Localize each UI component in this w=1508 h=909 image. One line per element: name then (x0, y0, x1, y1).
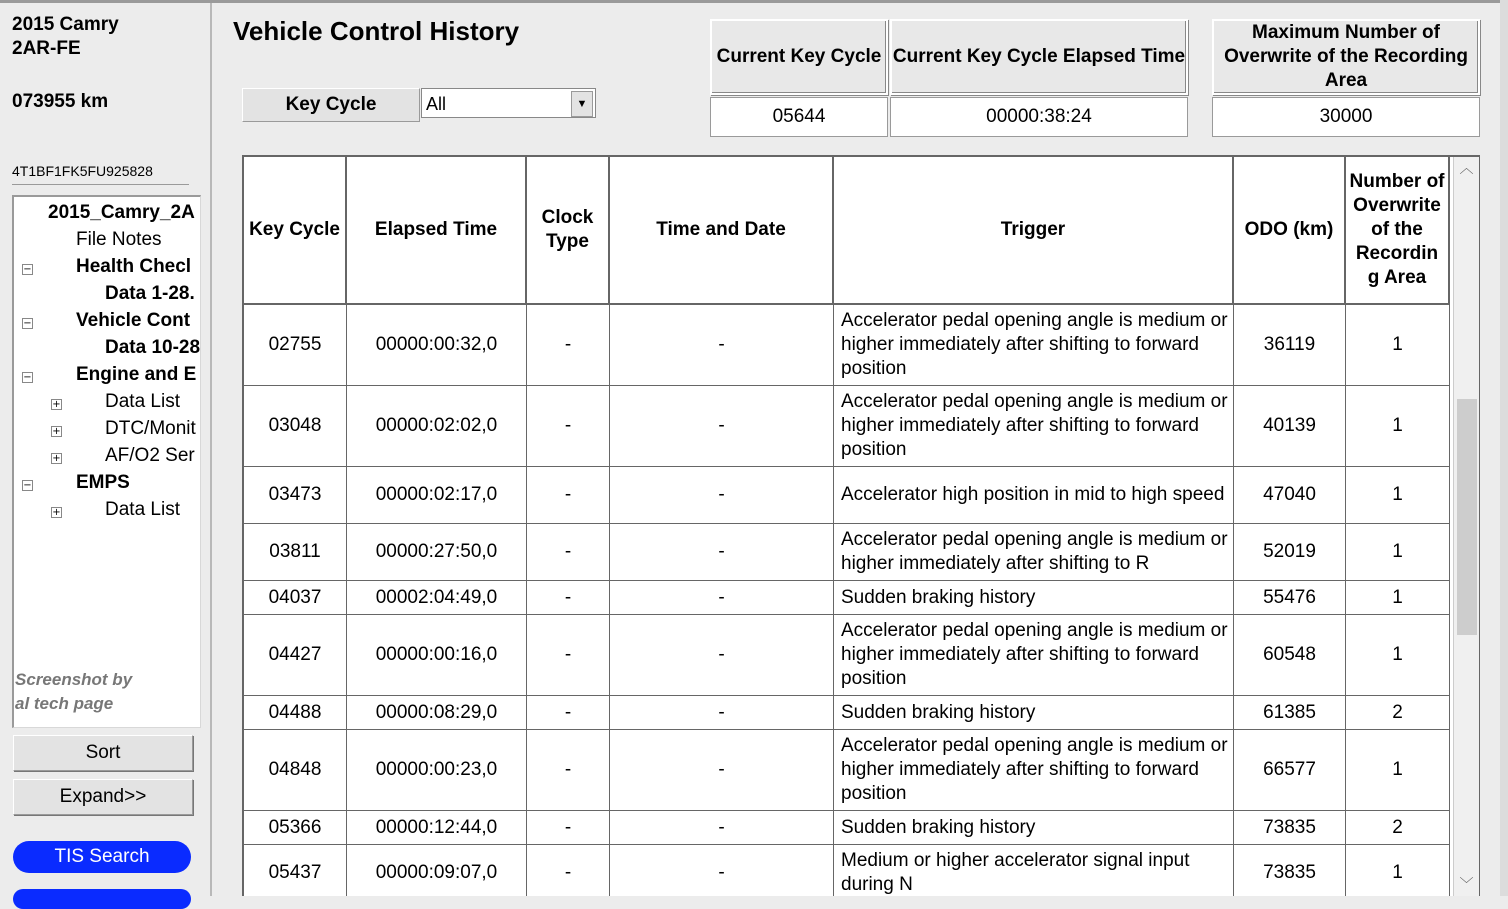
collapse-node-icon[interactable]: − (23, 264, 32, 275)
expand-node-icon[interactable]: + (52, 426, 61, 437)
sort-button[interactable]: Sort (13, 735, 193, 771)
tis-search-button[interactable]: TIS Search (13, 841, 191, 873)
scroll-down-icon[interactable]: ﹀ (1459, 877, 1474, 893)
overwrite-count-cell: 1 (1346, 524, 1450, 581)
table-row[interactable] (244, 305, 1478, 386)
time-date-cell: - (610, 811, 834, 845)
table-row[interactable] (244, 581, 1478, 615)
tree-node[interactable]: EMPS (76, 472, 130, 493)
second-blue-button[interactable] (13, 889, 191, 909)
tree-node[interactable]: Data 1-28. (105, 283, 195, 304)
odo-cell: 73835 (1234, 811, 1346, 845)
elapsed-time-cell: 00002:04:49,0 (347, 581, 527, 615)
odo-cell: 36119 (1234, 305, 1346, 386)
key-cycle-cell: 02755 (244, 305, 347, 386)
odo-cell: 52019 (1234, 524, 1346, 581)
odo-cell: 73835 (1234, 845, 1346, 896)
current-key-cycle-value: 05644 (710, 97, 888, 137)
vehicle-engine: 2AR-FE (12, 38, 81, 59)
clock-type-cell: - (527, 615, 610, 696)
time-date-cell: - (610, 467, 834, 524)
time-date-cell: - (610, 615, 834, 696)
key-cycle-cell: 05366 (244, 811, 347, 845)
table-scrollbar[interactable] (1453, 157, 1479, 896)
collapse-node-icon[interactable]: − (23, 372, 32, 383)
elapsed-time-value: 00000:38:24 (890, 97, 1188, 137)
overwrite-count-cell: 1 (1346, 615, 1450, 696)
clock-type-cell: - (527, 730, 610, 811)
overwrite-count-header[interactable]: Number of Overwrite of the Recordin g Area (1346, 157, 1450, 305)
time-date-cell: - (610, 524, 834, 581)
max-overwrite-header: Maximum Number of Overwrite of the Recording Area (1212, 19, 1480, 95)
trigger-cell: Accelerator pedal opening angle is medium or higher immediately after shifting to forward position (834, 615, 1234, 696)
elapsed-time-header: Current Key Cycle Elapsed Time (890, 19, 1188, 95)
window-top-border (0, 0, 1508, 3)
table-row[interactable] (244, 524, 1478, 581)
clock-type-cell: - (527, 581, 610, 615)
elapsed-time-cell: 00000:00:16,0 (347, 615, 527, 696)
scrollbar-thumb[interactable] (1457, 399, 1477, 635)
table-row[interactable] (244, 615, 1478, 696)
overwrite-count-cell: 1 (1346, 386, 1450, 467)
time-date-cell: - (610, 845, 834, 896)
key-cycle-cell: 03473 (244, 467, 347, 524)
trigger-cell: Accelerator pedal opening angle is medium or higher immediately after shifting to forward position (834, 730, 1234, 811)
elapsed-time-cell: 00000:12:44,0 (347, 811, 527, 845)
overwrite-count-cell: 2 (1346, 811, 1450, 845)
collapse-node-icon[interactable]: − (23, 480, 32, 491)
window-right-edge (1500, 0, 1508, 896)
tree-node[interactable]: Health Checl (76, 256, 192, 277)
watermark-line1: Screenshot by (15, 670, 133, 689)
key-cycle-cell: 03811 (244, 524, 347, 581)
session-tree[interactable] (12, 195, 201, 728)
expand-node-icon[interactable]: + (52, 399, 61, 410)
odo-cell: 60548 (1234, 615, 1346, 696)
table-row[interactable] (244, 386, 1478, 467)
table-row[interactable] (244, 730, 1478, 811)
trigger-cell: Sudden braking history (834, 696, 1234, 730)
trigger-cell: Accelerator high position in mid to high speed (834, 467, 1234, 524)
trigger-cell: Accelerator pedal opening angle is medium or higher immediately after shifting to R (834, 524, 1234, 581)
left-panel (0, 3, 212, 896)
key-cycle-header[interactable]: Key Cycle (244, 157, 347, 305)
table-row[interactable] (244, 811, 1478, 845)
clock-type-cell: - (527, 524, 610, 581)
tree-node[interactable]: Engine and E (76, 364, 197, 385)
vehicle-model: 2015 Camry (12, 14, 119, 35)
table-row[interactable] (244, 467, 1478, 524)
key-cycle-cell: 04488 (244, 696, 347, 730)
history-table (242, 155, 1480, 896)
tree-node[interactable]: Vehicle Cont (76, 310, 191, 331)
key-cycle-cell: 04037 (244, 581, 347, 615)
dropdown-arrow-icon[interactable]: ▼ (571, 91, 593, 117)
scroll-up-icon[interactable]: ︿ (1459, 161, 1474, 177)
trigger-cell: Sudden braking history (834, 581, 1234, 615)
tree-node[interactable]: AF/O2 Ser (105, 445, 195, 466)
trigger-header[interactable]: Trigger (834, 157, 1234, 305)
time-date-header[interactable]: Time and Date (610, 157, 834, 305)
trigger-cell: Accelerator pedal opening angle is medium or higher immediately after shifting to forward position (834, 305, 1234, 386)
expand-button[interactable]: Expand>> (13, 779, 193, 815)
key-cycle-cell: 03048 (244, 386, 347, 467)
time-date-cell: - (610, 696, 834, 730)
time-date-cell: - (610, 581, 834, 615)
trigger-cell: Sudden braking history (834, 811, 1234, 845)
elapsed-time-cell: 00000:00:32,0 (347, 305, 527, 386)
vehicle-odometer: 073955 km (12, 91, 109, 112)
expand-node-icon[interactable]: + (52, 507, 61, 518)
elapsed-time-cell: 00000:00:23,0 (347, 730, 527, 811)
table-row[interactable] (244, 696, 1478, 730)
elapsed-time-cell: 00000:09:07,0 (347, 845, 527, 896)
tree-node[interactable]: Data List (105, 499, 180, 520)
clock-type-cell: - (527, 811, 610, 845)
overwrite-count-cell: 1 (1346, 581, 1450, 615)
odo-cell: 61385 (1234, 696, 1346, 730)
overwrite-count-cell: 1 (1346, 730, 1450, 811)
odo-cell: 40139 (1234, 386, 1346, 467)
time-date-cell: - (610, 730, 834, 811)
collapse-node-icon[interactable]: − (23, 318, 32, 329)
tree-node[interactable]: 2015_Camry_2A (48, 202, 195, 223)
clock-type-cell: - (527, 845, 610, 896)
key-cycle-cell: 04848 (244, 730, 347, 811)
key-cycle-cell: 04427 (244, 615, 347, 696)
trigger-cell: Accelerator pedal opening angle is medium or higher immediately after shifting to forward position (834, 386, 1234, 467)
expand-node-icon[interactable]: + (52, 453, 61, 464)
odo-cell: 55476 (1234, 581, 1346, 615)
current-key-cycle-header: Current Key Cycle (710, 19, 888, 95)
key-cycle-dropdown-value: All (426, 94, 447, 114)
clock-type-cell: - (527, 386, 610, 467)
elapsed-time-cell: 00000:02:02,0 (347, 386, 527, 467)
clock-type-cell: - (527, 467, 610, 524)
vehicle-info (12, 13, 119, 61)
odo-cell: 66577 (1234, 730, 1346, 811)
tree-node[interactable]: File Notes (76, 229, 162, 250)
key-cycle-filter-label: Key Cycle (242, 88, 420, 122)
elapsed-time-cell: 00000:08:29,0 (347, 696, 527, 730)
elapsed-time-col-header[interactable]: Elapsed Time (347, 157, 527, 305)
trigger-cell: Medium or higher accelerator signal input during N (834, 845, 1234, 896)
time-date-cell: - (610, 305, 834, 386)
table-row[interactable] (244, 845, 1478, 896)
odo-header[interactable]: ODO (km) (1234, 157, 1346, 305)
page-title: Vehicle Control History (233, 16, 520, 46)
overwrite-count-cell: 2 (1346, 696, 1450, 730)
max-overwrite-value: 30000 (1212, 97, 1480, 137)
overwrite-count-cell: 1 (1346, 845, 1450, 896)
clock-type-cell: - (527, 305, 610, 386)
overwrite-count-cell: 1 (1346, 305, 1450, 386)
clock-type-header[interactable]: Clock Type (527, 157, 610, 305)
overwrite-count-cell: 1 (1346, 467, 1450, 524)
time-date-cell: - (610, 386, 834, 467)
watermark-line2: al tech page (15, 694, 114, 713)
odo-cell: 47040 (1234, 467, 1346, 524)
vehicle-vin: 4T1BF1FK5FU925828 (12, 163, 189, 185)
tree-node[interactable]: Data List (105, 391, 180, 412)
tree-node[interactable]: Data 10-28 (105, 337, 201, 358)
elapsed-time-cell: 00000:02:17,0 (347, 467, 527, 524)
key-cycle-cell: 05437 (244, 845, 347, 896)
elapsed-time-cell: 00000:27:50,0 (347, 524, 527, 581)
tree-node[interactable]: DTC/Monit (105, 418, 196, 439)
clock-type-cell: - (527, 696, 610, 730)
key-cycle-dropdown[interactable] (421, 88, 596, 118)
